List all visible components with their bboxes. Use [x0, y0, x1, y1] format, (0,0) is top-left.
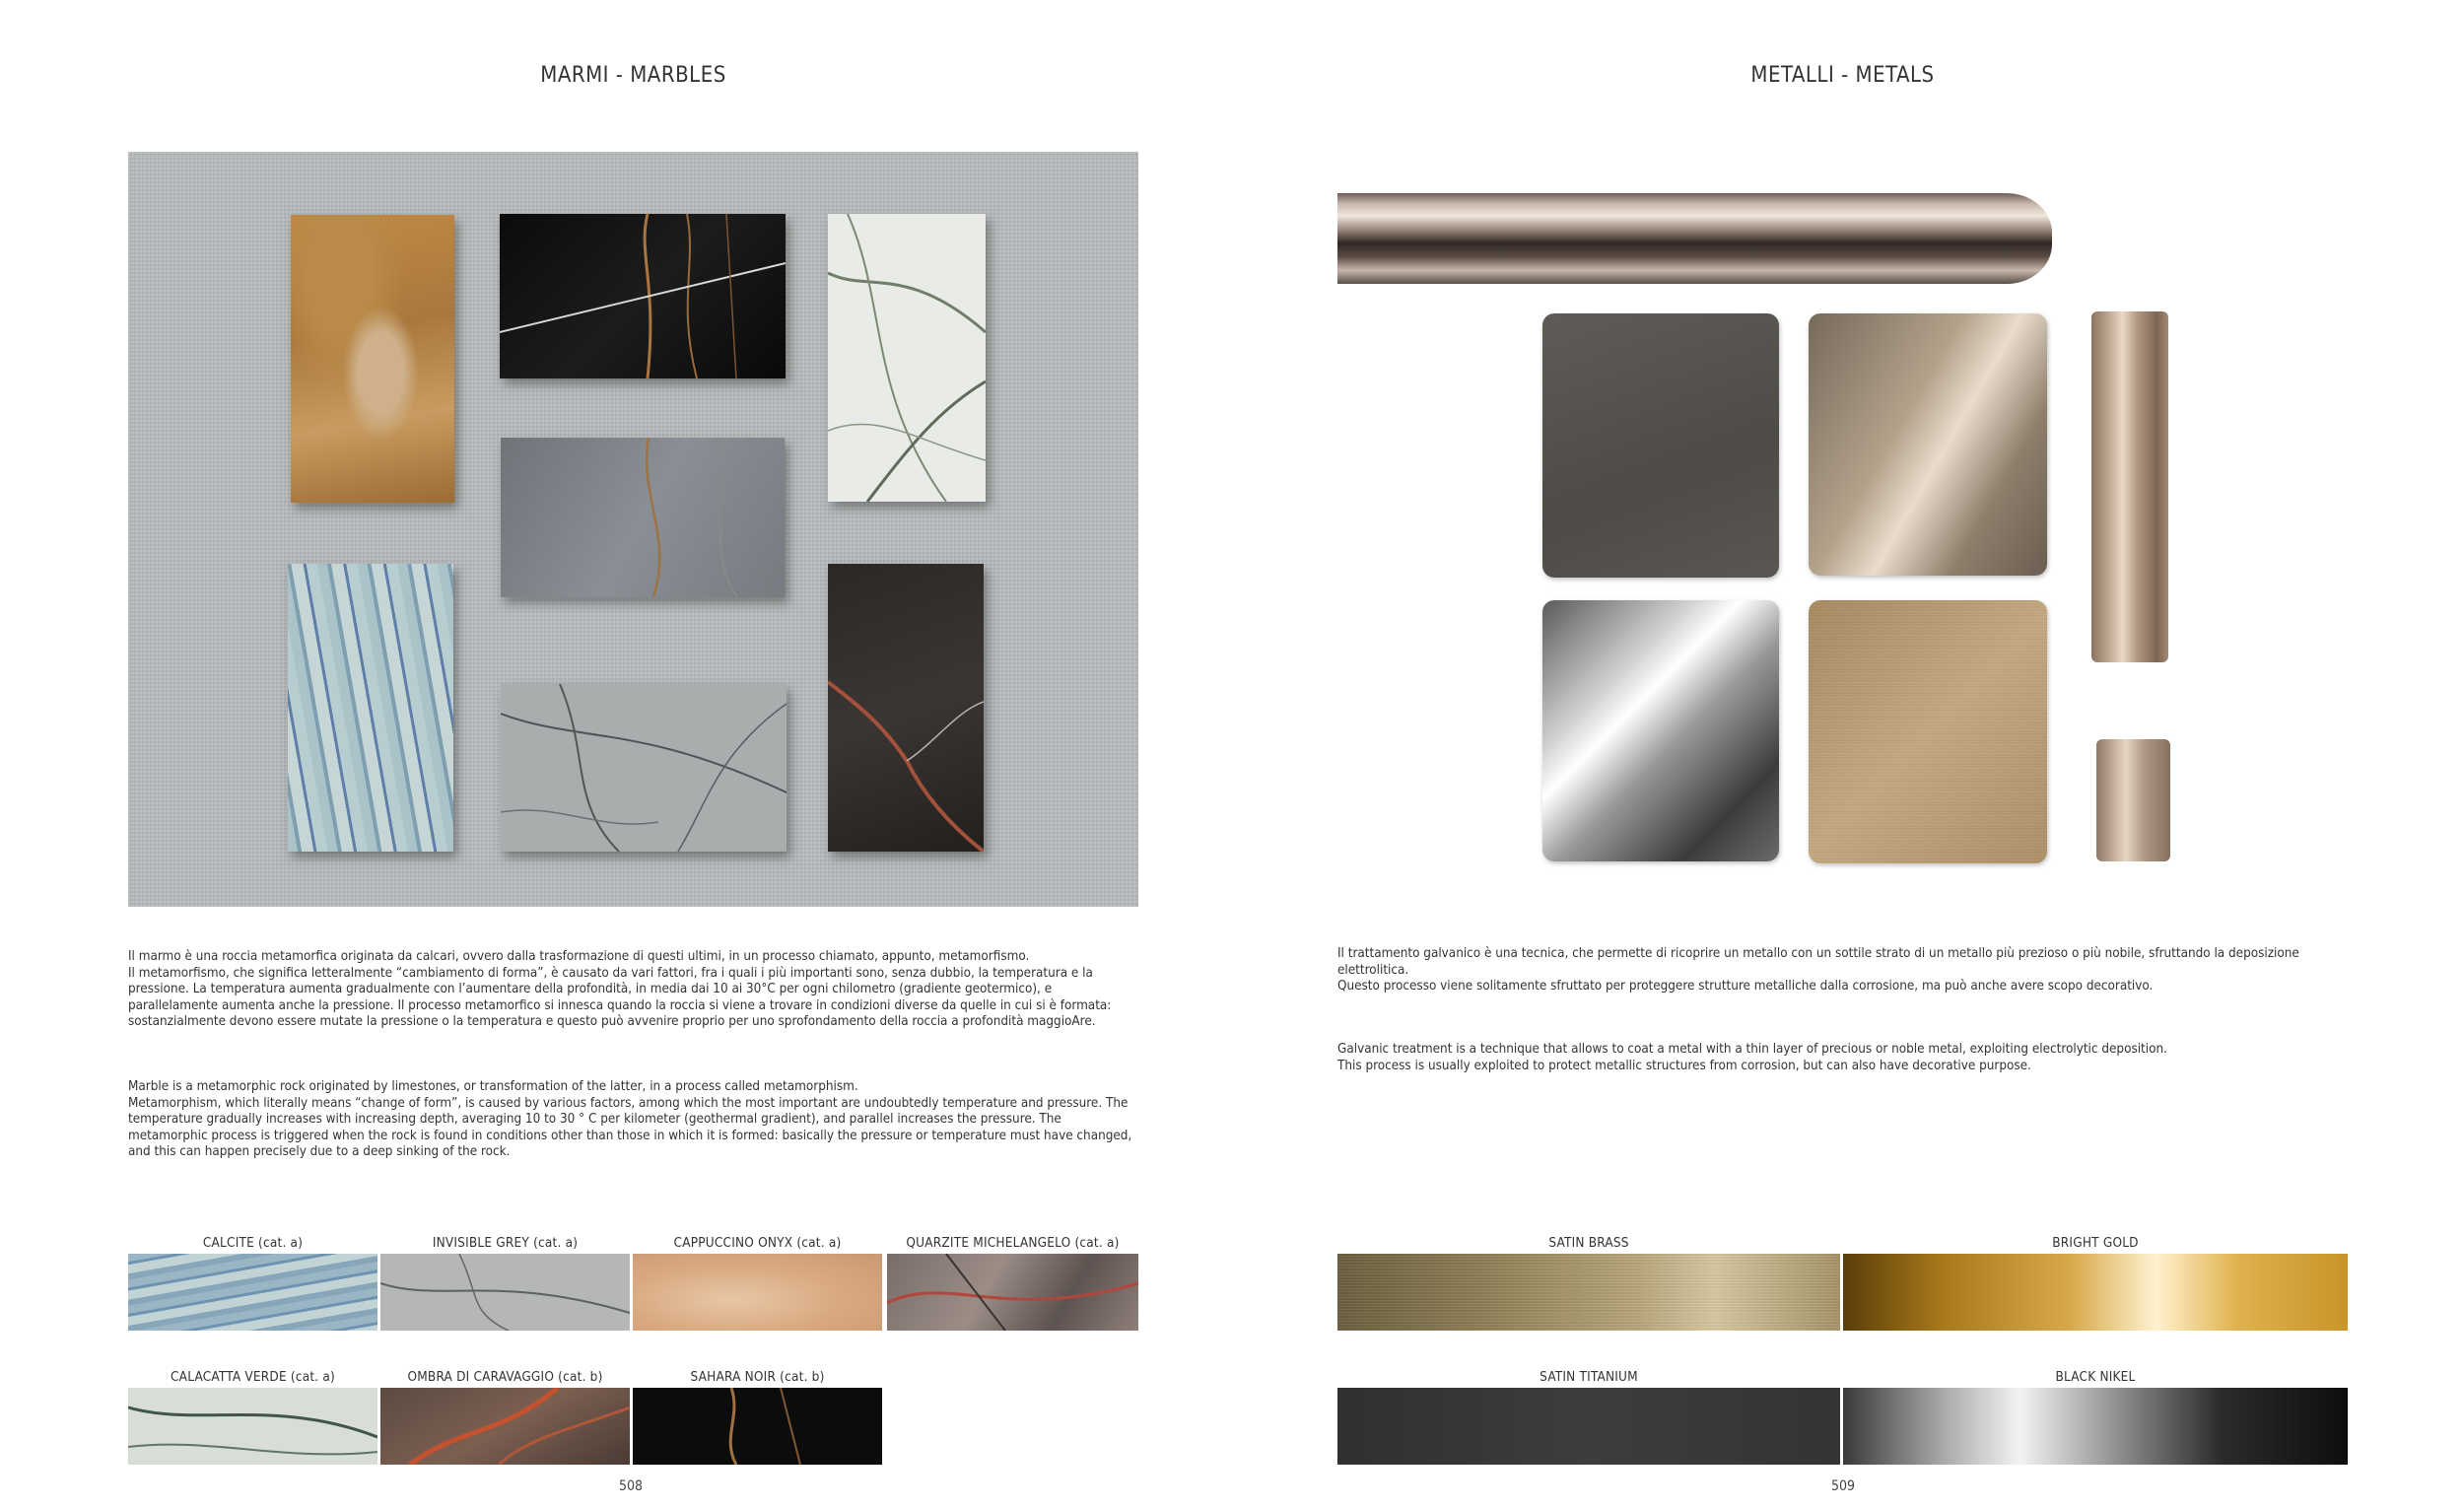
swatch-sahara-veins [633, 1388, 882, 1465]
dark-marble-veins [828, 564, 984, 852]
left-english-line-2: Metamorphism, which literally means “change of form”, is caused by various factors, among which the most important are undoubtedly temperature and pressure. The temperature gradually increases with increasing depth, averaging 10 to 30 ° C per kilometer (geothermal gradient), and parallel increases the pressure. The metamorphic process is triggered when the rock is found in conditions other than those in which it is formed: basically the pressure or temperature must have changed, and this can happen precisely due to a deep sinking of the rock. [128, 1095, 1132, 1160]
swatch-quarzite-michelangelo [887, 1254, 1138, 1331]
swatch-label-satin-titanium: SATIN TITANIUM [1540, 1369, 1638, 1385]
swatch-label-black-nikel: BLACK NIKEL [2055, 1369, 2136, 1385]
swatch-calcite [128, 1254, 377, 1331]
left-english-line-1: Marble is a metamorphic rock originated by limestones, or transformation of the latter, in a process called metamorphism. [128, 1079, 858, 1094]
white-marble-veins [828, 214, 986, 502]
metal-panel-satin-brass [1809, 600, 2047, 863]
onyx-tile [291, 215, 454, 503]
left-italian-text [128, 949, 1138, 1031]
left-page-title: MARMI - MARBLES [540, 63, 726, 88]
left-page-number: 508 [618, 1478, 644, 1494]
swatch-bright-gold [1843, 1254, 2348, 1331]
swatch-calacatta-verde [128, 1388, 377, 1465]
white-green-marble-tile [828, 214, 986, 502]
metal-tube-short [2096, 739, 2170, 861]
grey-marble-tile [501, 438, 785, 597]
swatch-label-calacatta-verde: CALACATTA VERDE (cat. a) [171, 1369, 335, 1385]
swatch-satin-brass [1337, 1254, 1840, 1331]
left-english-text [128, 1079, 1138, 1161]
metal-tube-tall [2091, 311, 2168, 662]
swatch-calacatta-veins [128, 1388, 377, 1465]
dark-marble-tile [828, 564, 984, 852]
swatch-label-cappuccino-onyx: CAPPUCCINO ONYX (cat. a) [673, 1235, 842, 1251]
swatch-label-invisible-grey: INVISIBLE GREY (cat. a) [432, 1235, 579, 1251]
grey-marble-veins [501, 438, 785, 597]
swatch-invisible-grey [380, 1254, 630, 1331]
right-english-text [1337, 1042, 2348, 1074]
swatch-quarzite-veins [887, 1254, 1138, 1331]
swatch-black-nikel [1843, 1388, 2348, 1465]
right-english-line-1: Galvanic treatment is a technique that allows to coat a metal with a thin layer of precious or noble metal, exploiting electrolytic deposition. [1337, 1042, 2167, 1057]
left-italian-line-1: Il marmo è una roccia metamorfica originata da calcari, ovvero dalla trasformazione di questi ultimi, in un processo chiamato, appunto, metamorfismo. [128, 949, 1030, 964]
metal-panel-bronze [1809, 313, 2047, 576]
right-english-line-2: This process is usually exploited to protect metallic structures from corrosion, but can also have decorative purpose. [1337, 1058, 2031, 1073]
black-marble-tile [500, 214, 786, 378]
right-italian-text [1337, 946, 2348, 995]
swatch-invisible-grey-veins [380, 1254, 630, 1331]
invisible-grey-tile [501, 684, 787, 852]
metal-panel-dark-grey [1542, 313, 1779, 578]
swatch-satin-titanium [1337, 1388, 1840, 1465]
black-marble-veins [500, 214, 786, 378]
swatch-cappuccino-onyx [633, 1254, 882, 1331]
marbles-photo [128, 152, 1138, 907]
right-page-number: 509 [1830, 1478, 1856, 1494]
left-italian-line-2: Il metamorfismo, che significa letteralmente “cambiamento di forma”, è causato da vari fattori, fra i quali i più importanti sono, senza dubbio, la temperatura e la pressione. La temperatura aumenta gradualmente con l’aumentare della profondità, in media dai 10 ai 30°C per ogni chilometro (gradiente geotermico), e parallelamente aumenta anche la pressione. Il processo metamorfico si innesca quando la roccia si viene a trovare in condizioni diverse da quelle in cui si è formata: sostanzialmente devono essere mutate la pressione o la temperatura e questo può avvenire proprio per uno sprofondamento della roccia a profondità maggioAre. [128, 965, 1112, 1030]
swatch-label-ombra-di-caravaggio: OMBRA DI CARAVAGGIO (cat. b) [407, 1369, 603, 1385]
swatch-label-satin-brass: SATIN BRASS [1548, 1235, 1629, 1251]
swatch-sahara-noir [633, 1388, 882, 1465]
metal-rod-horizontal [1337, 193, 2052, 284]
swatch-label-calcite: CALCITE (cat. a) [202, 1235, 304, 1251]
invisible-grey-veins [501, 684, 787, 852]
right-italian-line-1: Il trattamento galvanico è una tecnica, che permette di ricoprire un metallo con un sottile strato di un metallo più prezioso o più nobile, sfruttando la deposizione elettrolitica. [1337, 946, 2299, 978]
metal-panel-chrome [1542, 600, 1779, 861]
swatch-label-quarzite-michelangelo: QUARZITE MICHELANGELO (cat. a) [906, 1235, 1120, 1251]
swatch-ombra-veins [380, 1388, 630, 1465]
right-italian-line-2: Questo processo viene solitamente sfruttato per proteggere strutture metalliche dalla corrosione, ma può anche avere scopo decorativo. [1337, 979, 2154, 995]
swatch-ombra-di-caravaggio [380, 1388, 630, 1465]
swatch-label-bright-gold: BRIGHT GOLD [2052, 1235, 2139, 1251]
swatch-label-sahara-noir: SAHARA NOIR (cat. b) [690, 1369, 825, 1385]
metals-photo [1337, 152, 2348, 907]
blue-calcite-tile [288, 564, 453, 852]
right-page-title: METALLI - METALS [1750, 63, 1935, 88]
